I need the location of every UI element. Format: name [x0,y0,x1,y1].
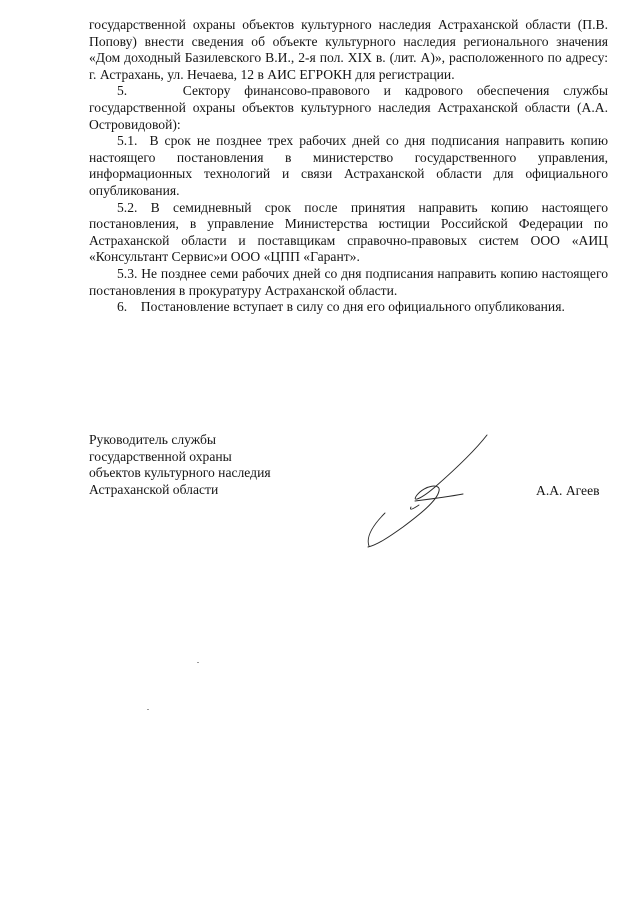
signer-name: А.А. Агеев [536,483,600,498]
paragraph-5-1: 5.1. В срок не позднее трех рабочих дней со дня подписания направить копию настоящего постановления в министерство государственного управления, информационных технологий и связи Астраханской области для официального опубликования. [89,133,608,198]
paragraph-5-2: 5.2. В семидневный срок после принятия направить копию настоящего постановления, в управление Министерства юстиции Российской Федерации по Астраханской области и поставщикам справочно-правовых систем ООО «АИЦ «Консультант Сервис»и ООО «ЦПП «Гарант». [89,199,608,265]
paragraph-6: 6. Постановление вступает в силу со дня его официального опубликования. [117,299,565,315]
position-line: Руководитель службы [89,432,217,447]
paragraph-5-3: 5.3. Не позднее семи рабочих дней со дня подписания направить копию настоящего постановления в прокуратуру Астраханской области. [89,265,608,298]
signatory-position [89,432,271,498]
position-line: объектов культурного наследия [89,465,271,481]
position-line: Астраханской области [89,481,219,497]
paragraph-5: 5. Сектору финансово-правового и кадрового обеспечения службы государственной охраны объектов культурного наследия Астраханской области (А.А. Островидовой): [89,83,608,132]
handwritten-signature [355,425,505,555]
paragraph-4-continuation: государственной охраны объектов культурного наследия Астраханской области (П.В. Попову) внести сведения об объекте культурного наследия регионального значения «Дом доходный Базилевского В.И., 2-я пол. XIX в. (лит. А)», расположенного по адресу: г. Астрахань, ул. Нечаева, 12 в АИС ЕГРОКН для регистрации. [89,17,608,82]
scan-speck [197,662,199,663]
scan-speck [147,709,149,710]
document-body [89,17,608,316]
position-line: государственной охраны [89,448,232,464]
